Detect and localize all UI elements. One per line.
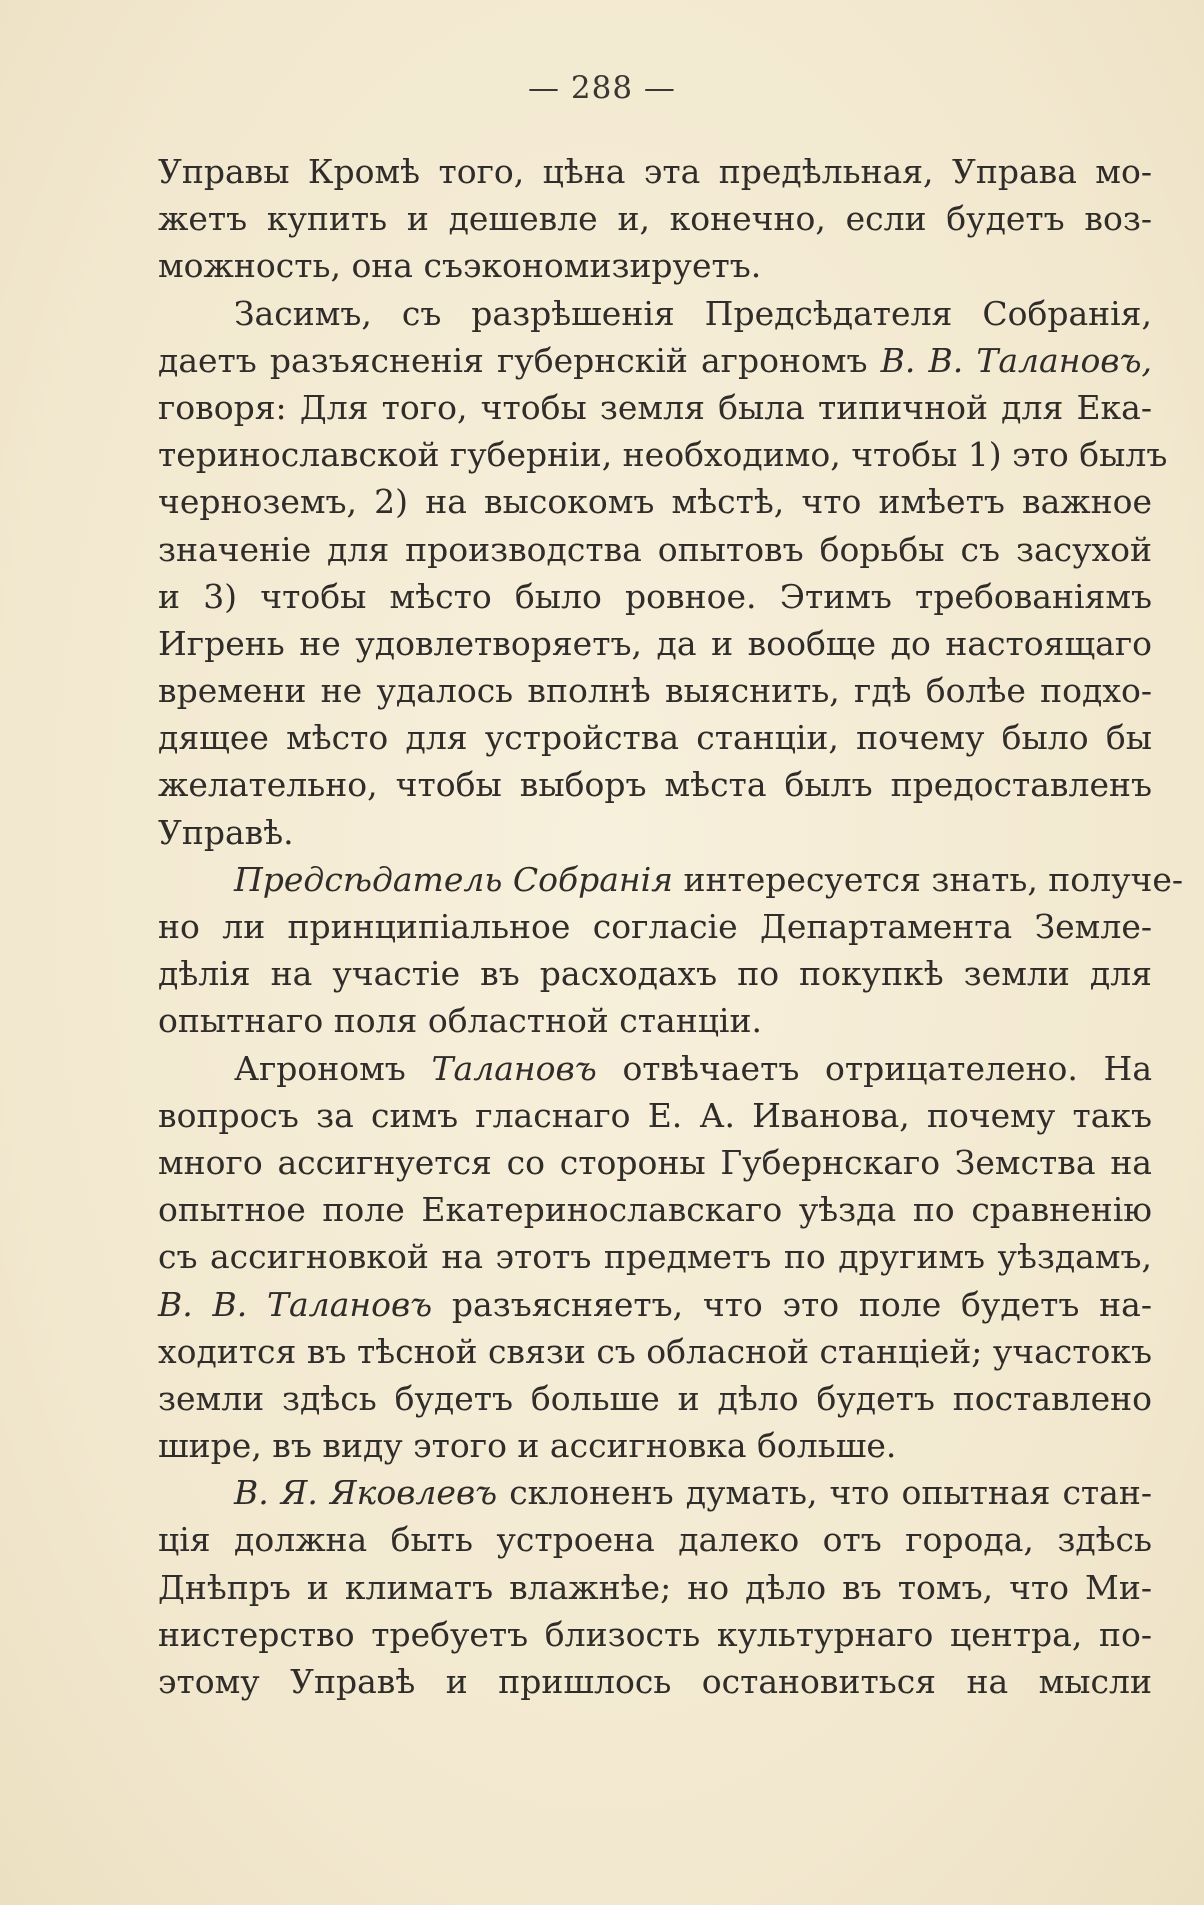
text-segment: Днѣпръ и климатъ влажнѣе; но дѣло въ томъ, что Ми- <box>158 1567 1152 1607</box>
text-segment: Агрономъ <box>234 1048 432 1088</box>
text-segment: вопросъ за симъ гласнаго Е. А. Иванова, почему такъ <box>158 1095 1152 1135</box>
text-segment: жетъ купить и дешевле и, конечно, если будетъ воз- <box>158 199 1152 239</box>
text-segment: отвѣчаетъ отрицателено. На <box>596 1048 1152 1088</box>
text-line <box>158 1422 1152 1469</box>
text-segment: ція должна быть устроена далеко отъ города, здѣсь <box>158 1520 1152 1560</box>
text-line <box>158 809 1152 856</box>
text-segment: опытное поле Екатеринославскаго уѣзда по сравненію <box>158 1190 1152 1230</box>
text-segment: съ ассигновкой на этотъ предметъ по другимъ уѣздамъ, <box>158 1237 1152 1277</box>
text-line <box>158 573 1152 620</box>
text-line <box>158 290 1152 337</box>
text-line <box>158 1281 1152 1328</box>
text-line <box>158 1045 1152 1092</box>
text-line <box>158 384 1152 431</box>
italic-name: В. Я. Яковлевъ <box>234 1473 498 1513</box>
text-segment: Засимъ, съ разрѣшенія Предсѣдателя Собранія, <box>234 293 1152 333</box>
text-segment: можность, она съэкономизируетъ. <box>158 246 762 286</box>
text-line <box>158 1375 1152 1422</box>
text-segment: даетъ разъясненія губернскій агрономъ <box>158 340 881 380</box>
text-segment: Игрень не удовлетворяетъ, да и вообще до настоящаго <box>158 623 1152 663</box>
text-segment: земли здѣсь будетъ больше и дѣло будетъ поставлено <box>158 1378 1152 1418</box>
text-line <box>158 337 1152 384</box>
text-segment: много ассигнуется со стороны Губернскаго Земства на <box>158 1142 1152 1182</box>
text-line <box>158 856 1184 903</box>
page-number: — 288 — <box>528 70 676 106</box>
text-line <box>158 1564 1152 1611</box>
text-segment: интересуется знать, получе- <box>673 859 1184 899</box>
text-line <box>158 526 1152 573</box>
text-line <box>158 761 1152 808</box>
text-line <box>158 1328 1152 1375</box>
text-line <box>158 1092 1152 1139</box>
text-line <box>158 1658 1152 1705</box>
italic-name: В. В. Талановъ, <box>880 340 1152 380</box>
text-segment: опытнаго поля областной станціи. <box>158 1001 762 1041</box>
text-segment: нистерство требуетъ близость культурнаго центра, по- <box>158 1614 1152 1654</box>
text-line <box>158 242 1152 289</box>
text-segment: значеніе для производства опытовъ борьбы съ засухой <box>158 529 1152 569</box>
text-segment: склоненъ думать, что опытная стан- <box>497 1473 1152 1513</box>
text-segment: черноземъ, 2) на высокомъ мѣстѣ, что имѣетъ важное <box>158 482 1152 522</box>
text-line <box>158 1469 1152 1516</box>
text-line <box>158 950 1152 997</box>
text-line <box>158 478 1152 525</box>
text-segment: Управѣ. <box>158 812 294 852</box>
text-line <box>158 195 1152 242</box>
text-line <box>158 620 1152 667</box>
body-text <box>158 148 1184 1705</box>
text-segment: шире, въ виду этого и ассигновка больше. <box>158 1426 897 1466</box>
text-line <box>158 1516 1152 1563</box>
text-segment: дящее мѣсто для устройства станціи, почему было бы <box>158 718 1152 758</box>
italic-name: В. В. Талановъ <box>158 1284 433 1324</box>
text-segment: желательно, чтобы выборъ мѣста былъ предоставленъ <box>158 765 1152 805</box>
text-line <box>158 1611 1152 1658</box>
italic-name: Предсѣдатель Собранія <box>234 859 674 899</box>
text-segment: но ли принципіальное согласіе Департамента Земле- <box>158 907 1152 946</box>
text-line <box>158 997 1152 1044</box>
text-line <box>158 148 1152 195</box>
text-line <box>158 667 1152 714</box>
text-line <box>158 1186 1152 1233</box>
text-segment: дѣлія на участіе въ расходахъ по покупкѣ земли для <box>158 954 1152 994</box>
text-line <box>158 714 1152 761</box>
text-line <box>158 1139 1152 1186</box>
text-segment: разъясняетъ, что это поле будетъ на- <box>432 1284 1152 1324</box>
text-segment: Управы Кромѣ того, цѣна эта предѣльная, Управа мо- <box>158 152 1152 191</box>
text-segment: этому Управѣ и пришлось остановиться на мысли <box>158 1662 1152 1701</box>
italic-name: Талановъ <box>431 1048 597 1088</box>
text-line <box>158 431 1168 478</box>
text-segment: говоря: Для того, чтобы земля была типичной для Ека- <box>158 387 1152 427</box>
text-line <box>158 903 1152 950</box>
text-segment: ходится въ тѣсной связи съ обласной станціей; участокъ <box>158 1331 1152 1371</box>
text-segment: времени не удалось вполнѣ выяснить, гдѣ болѣе подхо- <box>158 671 1152 711</box>
text-line <box>158 1233 1152 1280</box>
text-segment: и 3) чтобы мѣсто было ровное. Этимъ требованіямъ <box>158 576 1152 616</box>
text-segment: теринославской губерніи, необходимо, чтобы 1) это былъ <box>158 435 1168 475</box>
